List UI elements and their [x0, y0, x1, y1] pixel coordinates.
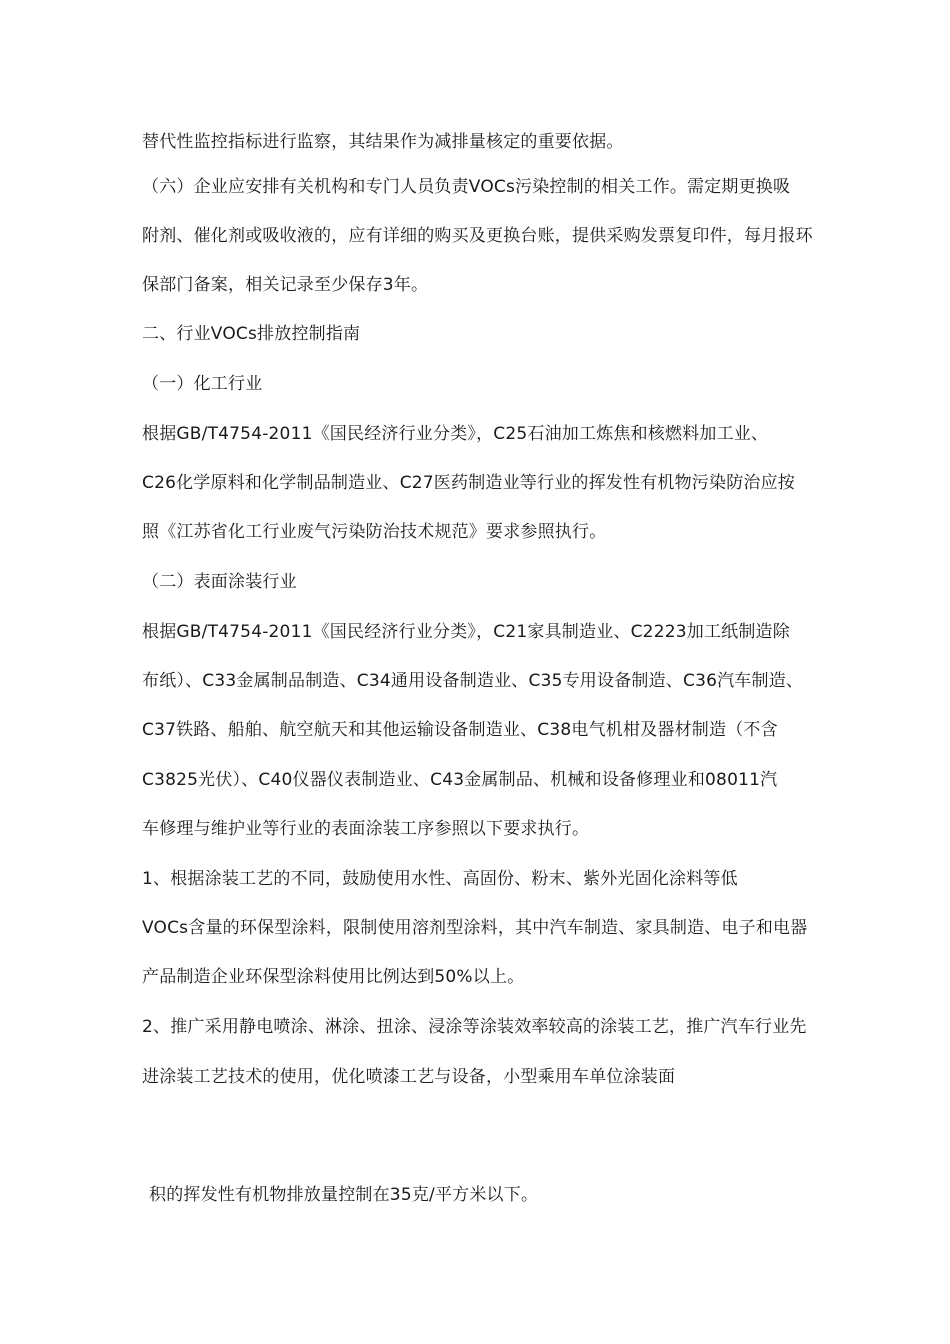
- text-line: 产品制造企业环保型涂料使用比例达到50%以上。: [142, 967, 525, 987]
- subsection-heading: （一）化工行业: [142, 374, 263, 394]
- text-line: C26化学原料和化学制品制造业、C27医药制造业等行业的挥发性有机物污染防治应按: [142, 473, 796, 493]
- text-line: 积的挥发性有机物排放量控制在35克/平方米以下。: [149, 1185, 539, 1205]
- text-line: 替代性监控指标进行监察，其结果作为减排量核定的重要依据。: [142, 132, 624, 152]
- text-line: 照《江苏省化工行业废气污染防治技术规范》要求参照执行。: [142, 522, 607, 542]
- text-line: 2、推广采用静电喷涂、淋涂、扭涂、浸涂等涂装效率较高的涂装工艺，推广汽车行业先: [142, 1017, 807, 1037]
- text-line: （六）企业应安排有关机构和专门人员负责VOCs污染控制的相关工作。需定期更换吸: [142, 177, 791, 197]
- text-line: 根据GB/T4754-2011《国民经济行业分类》，C21家具制造业、C2223加工纸制造除: [142, 622, 790, 642]
- text-line: 1、根据涂装工艺的不同，鼓励使用水性、高固份、粉末、紫外光固化涂料等低: [142, 869, 738, 889]
- text-line: 附剂、催化剂或吸收液的，应有详细的购买及更换台账，提供采购发票复印件，每月报环: [142, 226, 813, 246]
- text-line: C37铁路、船舶、航空航天和其他运输设备制造业、C38电气机柑及器材制造（不含: [142, 720, 778, 740]
- text-line: C3825光伏）、C40仪器仪表制造业、C43金属制品、机械和设备修理业和08011汽: [142, 770, 778, 790]
- text-line: 进涂装工艺技术的使用，优化喷漆工艺与设备，小型乘用车单位涂装面: [142, 1067, 676, 1087]
- section-heading: 二、行业VOCs排放控制指南: [142, 324, 361, 344]
- text-line: 布纸）、C33金属制品制造、C34通用设备制造业、C35专用设备制造、C36汽车制造、: [142, 671, 804, 691]
- text-line: VOCs含量的环保型涂料，限制使用溶剂型涂料，其中汽车制造、家具制造、电子和电器: [142, 918, 808, 938]
- text-line: 车修理与维护业等行业的表面涂装工序参照以下要求执行。: [142, 819, 590, 839]
- subsection-heading: （二）表面涂装行业: [142, 572, 297, 592]
- text-line: 根据GB/T4754-2011《国民经济行业分类》，C25石油加工炼焦和核燃料加工业、: [142, 424, 769, 444]
- text-line: 保部门备案，相关记录至少保存3年。: [142, 275, 429, 295]
